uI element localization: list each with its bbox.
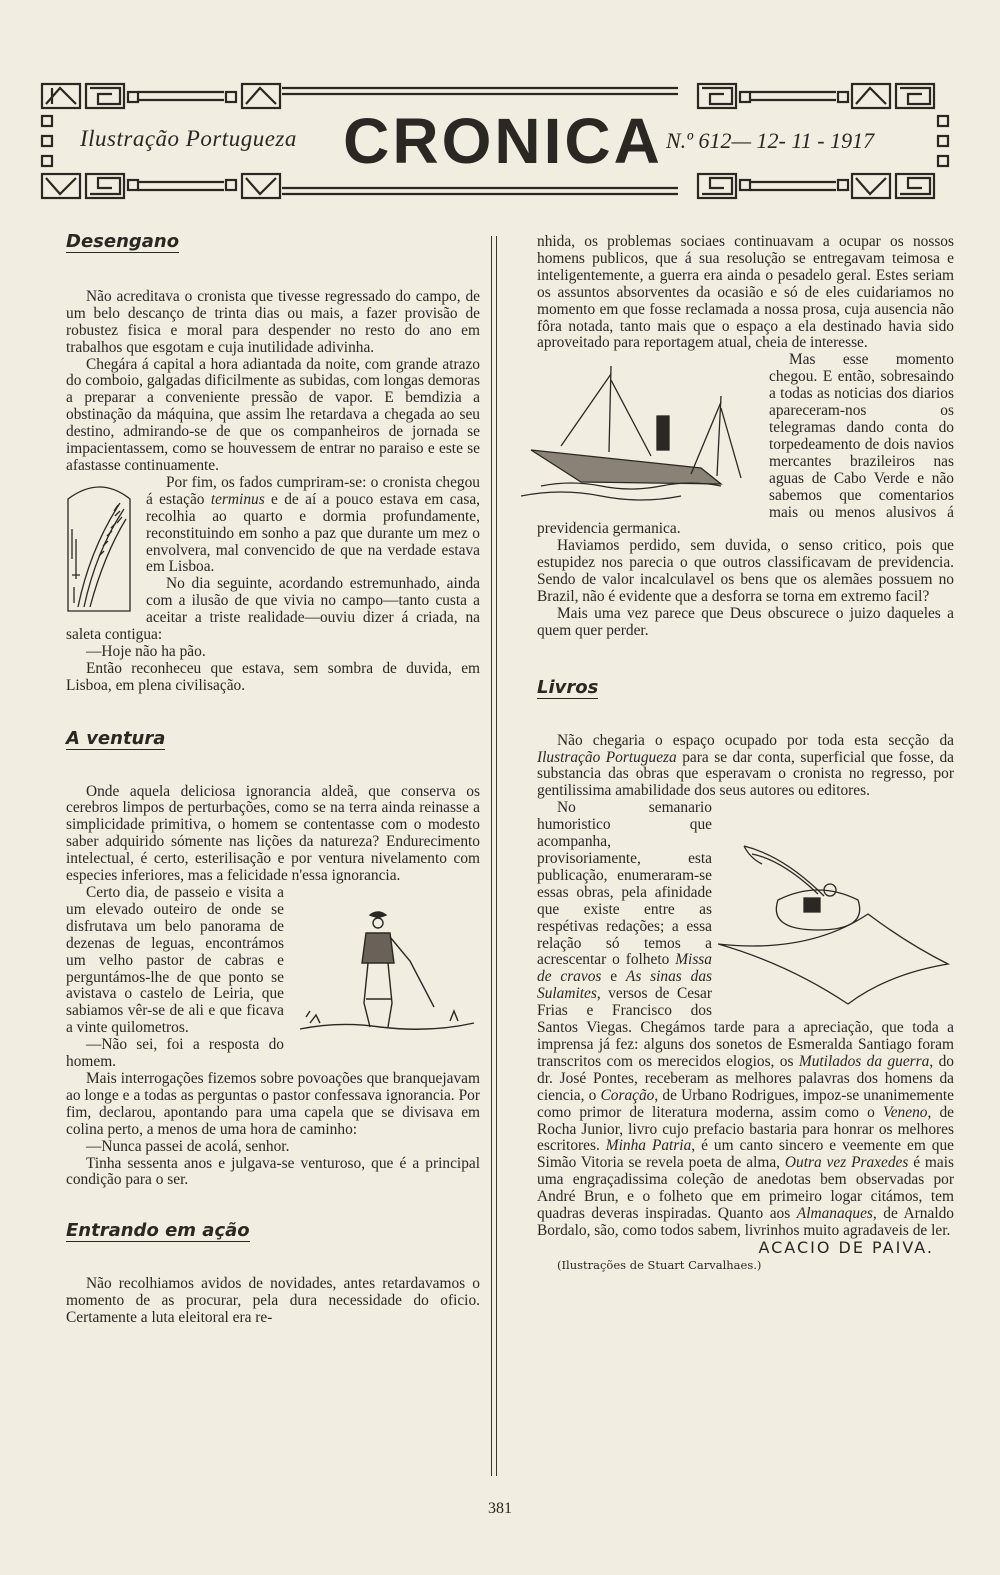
paragraph: Chegára á capital a hora adiantada da noite, com grande atrazo do comboio, galgadas dificilmente as subidas, com longas demoras a preparar a conveniente pressão de vapor. E bemdizia a obstinação da máquina, que assim lhe retardava a chegada ao seu destino, admirando-se de que os companheiros de jornada se impacientassem, como se houvessem de entrar no paraiso e este se afastasse continuamente. [66, 355, 480, 474]
section-heading-livros: Livros [537, 676, 599, 698]
wheat-sheaf-illustration [60, 479, 138, 619]
paragraph: Então reconheceu que estava, sem sombra de duvida, em Lisboa, em plena civilisação. [66, 659, 480, 694]
column-divider [491, 236, 492, 1476]
paragraph: Não acreditava o cronista que tivesse regressado do campo, de um belo descanço de trinta dias ou mais, a fazer provisão de robustez fisica e moral para despender no resto do ano em trabalhos que esgotam e cuja inutilidade adivinha. [66, 287, 480, 356]
section-heading-desengano: Desengano [66, 231, 180, 252]
section-heading-entrando: Entrando em ação [66, 1220, 250, 1242]
paragraph: Onde aquela deliciosa ignorancia aldeã, que conserva os cerebros limpos de perturbações, como se na terra ainda reinasse a simplicidade primitiva, o homem se contentasse com o modesto saber adquirido sómente nas lições da natureza? Endurecimento intelectual, é certo, esterilisação e por ventura nivelamento com especies inferiores, mas a felicidade n'essa ignorancia. [66, 782, 480, 885]
torpedoed-ship-illustration [521, 356, 761, 506]
masthead [38, 78, 956, 206]
paragraph: Haviamos perdido, sem duvida, o senso critico, pois que estupidez nos parecia o que outros classificavam de previdencia. Sendo de valor incalculavel os bens que os alemães possuem no Brazil, não é evidente que a desforra se torna em extremo facil? [537, 537, 954, 606]
masthead-issue: N.º 612— 12- 11 - 1917 [666, 128, 875, 153]
paragraph: No dia seguinte, acordando estremunhado, ainda com a ilusão de que vivia no campo—tanto custa a aceitar a triste realidade—ouviu dizer á criada, na saleta contigua: [66, 575, 480, 644]
paragraph: Mais interrogações fizemos sobre povoações que branquejavam ao longe e a todas as perguntas o pastor confessava ignorancia. Por fim, declarou, apontando para uma capela que se divisava em colina perto, a menos de uma hora de caminho: [66, 1069, 480, 1138]
right-column [537, 234, 954, 1274]
inkwell-quill-illustration [718, 840, 954, 1010]
shepherd-illustration [290, 903, 480, 1043]
paragraph: —Não sei, foi a resposta do homem. [66, 1036, 284, 1071]
paragraph: Certo dia, de passeio e visita a um elevado outeiro de onde se disfrutava um belo panorama de dezenas de leguas, encontrámos um velho pastor de cabras e perguntámos-lhe de que ponto se avistava o castelo de Leiria, que sabiamos vêr-se de ali e que ficava a vinte quilometros. [66, 884, 284, 1037]
paragraph: Mas esse momento chegou. E então, sobresaindo a todas as noticias dos diarios apareceram-nos os telegramas dando conta do torpedeamento de dois navios mercantes brazileiros nas aguas de Cabo Verde e não sabemos que comentarios mais ou menos alusivos á previdencia germanica. [537, 351, 954, 538]
paragraph: Mais uma vez parece que Deus obscurece o juizo daqueles a quem quer perder. [537, 604, 954, 639]
paragraph: No semanario humoristico que acompanha, provisoriamente, esta publicação, enumeraram-se essas obras, pela afinidade que existe entre as respétivas redações; a essa relação só temos a acrescentar o folheto Missa de cravos e As sinas das Sulamites, versos de Cesar Frias e Francisco dos Santos Viegas. Chegámos tarde para a apreciação, que toda a imprensa já fez: alguns dos sonetos de Esmeralda Santiago foram transcritos com os merecidos elogios, os Mutilados da guerra, do dr. José Pontes, receberam as melhores palavras dos homens da ciencia, o Coração, de Urbano Rodrigues, impoz-se unanimemente como primor de literatura moderna, assim como o Veneno, de Rocha Junior, livro cujo prefacio bastaria para honrar os melhores escritores. Minha Patria, é um canto sincero e veemente em que Simão Vitoria se revela poeta de alma, Outra vez Praxedes é mais uma engraçadissima coleção de anedotas bem observadas por André Brun, e o folheto que em primeiro logar citámos, tem quadras deveras inspiradas. Quanto aos Almanaques, de Arnaldo Bordalo, são, como todos sabem, livrinhos muito agradaveis de ler. [537, 799, 955, 1239]
paragraph: Não chegaria o espaço ocupado por toda esta secção da Ilustração Portugueza para se dar conta, superficial que fosse, da substancia das obras que esperavam o cronista no regresso, por gentilissima amabilidade dos seus autores ou editores. [537, 731, 954, 800]
paragraph: Por fim, os fados cumpriram-se: o cronista chegou á estação terminus e de aí a pouco estava em casa, recolhia ao quarto e dormia profundamente, reconstituindo em sonho a paz que durante um mez o envolvera, mal convencido de que na verdade estava em Lisboa. [146, 473, 481, 576]
section-heading-aventura: A ventura [66, 727, 166, 749]
left-column [66, 231, 481, 1327]
author-signature: ACACIO DE PAIVA. [758, 1237, 934, 1257]
illustration-credit: (Ilustrações de Stuart Carvalhaes.) [557, 1257, 762, 1272]
paragraph: —Nunca passei de acolá, senhor. [86, 1137, 290, 1155]
paragraph: Não recolhiamos avidos de novidades, antes retardavamos o momento de as procurar, pela dura necessidade do oficio. Certamente a luta eleitoral era re- [66, 1275, 480, 1327]
masthead-magazine-name: Ilustração Portugueza [80, 126, 297, 151]
paragraph: —Hoje não ha pão. [86, 642, 206, 660]
paragraph: Tinha sessenta anos e julgava-se venturoso, que é a principal condição para o ser. [66, 1154, 480, 1189]
paragraph: nhida, os problemas sociaes continuavam a ocupar os nossos homens publicos, que á sua resolução se entregavam teimosa e inteligentemente, a guerra era ainda o pesadelo geral. Estes seriam os assuntos absorventes da ocasião e só de eles cuidariamos no momento em que fosse reclamada a nossa prosa, cuja ausencia não fôra notada, tanto mais que o espaço a ela destinado havia sido aproveitado para reportagem atual, cheia de interesse. [537, 233, 954, 352]
page-number: 381 [488, 1500, 512, 1517]
column-divider [496, 236, 497, 1476]
masthead-title: CRONICA [343, 105, 663, 177]
